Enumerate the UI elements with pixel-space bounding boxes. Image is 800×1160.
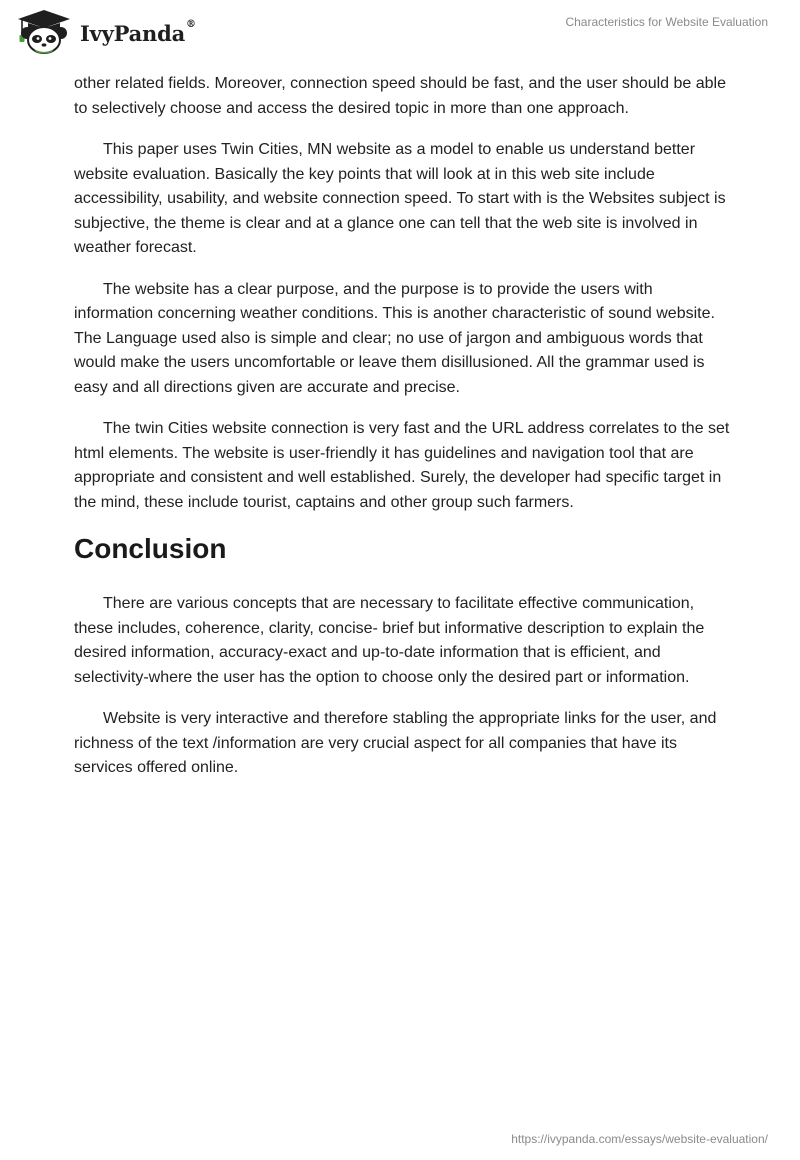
source-url-link[interactable]: https://ivypanda.com/essays/website-evaluation/ [511, 1132, 768, 1146]
paragraph: other related fields. Moreover, connection speed should be fast, and the user should be able to selectively choose and access the desired topic in more than one approach. [74, 75, 726, 117]
paragraph: Website is very interactive and therefore stabling the appropriate links for the user, and richness of the text /information are very crucial aspect for all companies that have its services offered online. [74, 710, 717, 776]
paragraph: There are various concepts that are necessary to facilitate effective communication, these includes, coherence, clarity, concise- brief but informative description to explain the desired information, accuracy-exact and up-to-date information that is efficient, and selectivity-where the user has the option to choose only the desired part or information. [74, 595, 705, 686]
essay-body [74, 72, 734, 798]
conclusion-heading: Conclusion [74, 533, 227, 564]
paragraph: The website has a clear purpose, and the purpose is to provide the users with information concerning weather conditions. This is another characteristic of sound website. The Language used also is simple and clear; no use of jargon and ambiguous words that would make the users uncomfortable or leave them disillusioned. All the grammar used is easy and all directions given are accurate and precise. [74, 280, 715, 396]
ivypanda-logo[interactable] [14, 8, 196, 54]
registered-mark: ® [186, 18, 196, 30]
paragraph: This paper uses Twin Cities, MN website as a model to enable us understand better website evaluation. Basically the key points that will look at in this web site include accessibility, usability, and website connection speed. To start with is the Websites subject is subjective, the theme is clear and at a glance one can tell that the web site is involved in weather forecast. [74, 141, 726, 256]
panda-graduation-cap-icon [14, 8, 74, 54]
paragraph: The twin Cities website connection is very fast and the URL address correlates to the set html elements. The website is user-friendly it has guidelines and navigation tool that are appropriate and consistent and well established. Surely, the developer had specific target in the mind, these include tourist, captains and other group such farmers. [74, 420, 730, 511]
page-header [0, 0, 800, 60]
brand-name: IvyPanda® [80, 18, 196, 46]
document-title: Characteristics for Website Evaluation [565, 15, 768, 29]
